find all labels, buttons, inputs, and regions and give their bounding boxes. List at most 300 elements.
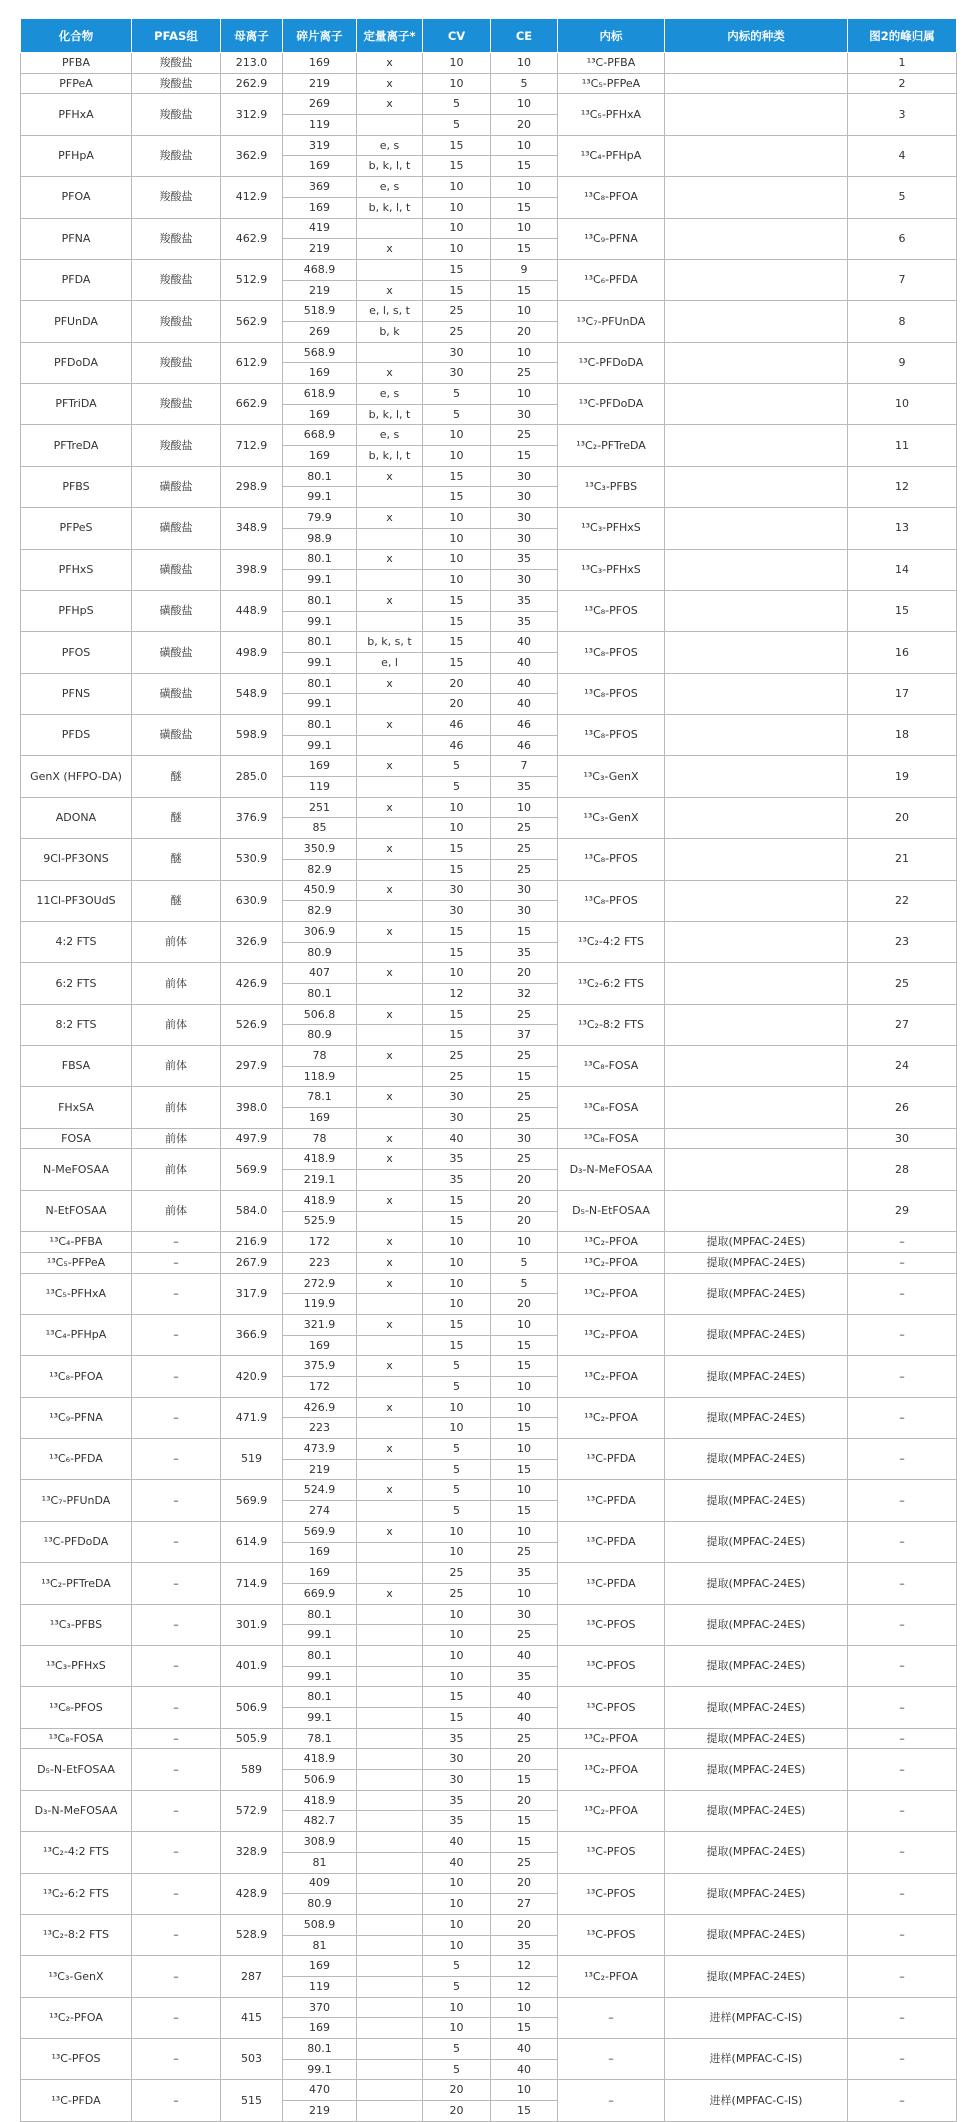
peak-assignment-cell: 5 xyxy=(848,177,957,218)
cv-cell: 10 xyxy=(423,1521,491,1542)
quant-ion-cell xyxy=(357,1377,423,1398)
is-type-cell xyxy=(665,53,848,74)
quant-ion-cell xyxy=(357,1749,423,1770)
table-row xyxy=(21,1087,957,1108)
fragment-ion-cell: 99.1 xyxy=(283,1666,357,1687)
fragment-ion-cell: 419 xyxy=(283,218,357,239)
ce-cell: 30 xyxy=(491,1604,558,1625)
table-row xyxy=(21,921,957,942)
fragment-ion-cell: 169 xyxy=(283,363,357,384)
cv-cell: 40 xyxy=(423,1852,491,1873)
parent-ion-cell: 572.9 xyxy=(221,1790,283,1831)
table-row xyxy=(21,715,957,736)
compound-cell: 11Cl-PF3OUdS xyxy=(21,880,132,921)
cv-cell: 30 xyxy=(423,901,491,922)
internal-standard-cell: – xyxy=(558,1997,665,2038)
table-row xyxy=(21,1314,957,1335)
quant-ion-cell xyxy=(357,777,423,798)
is-type-cell: 提取(MPFAC-24ES) xyxy=(665,1956,848,1997)
cv-cell: 5 xyxy=(423,115,491,136)
pfas-group-cell: 醚 xyxy=(132,880,221,921)
compound-cell: ¹³C₃-PFHxS xyxy=(21,1645,132,1686)
cv-cell: 5 xyxy=(423,1459,491,1480)
parent-ion-cell: 505.9 xyxy=(221,1728,283,1749)
pfas-group-cell: 前体 xyxy=(132,963,221,1004)
ce-cell: 10 xyxy=(491,53,558,74)
quant-ion-cell xyxy=(357,901,423,922)
internal-standard-cell: ¹³C-PFOS xyxy=(558,1604,665,1645)
internal-standard-cell: ¹³C-PFOS xyxy=(558,1873,665,1914)
fragment-ion-cell: 169 xyxy=(283,2018,357,2039)
quant-ion-cell xyxy=(357,1852,423,1873)
quant-ion-cell xyxy=(357,1625,423,1646)
quant-ion-cell: x xyxy=(357,1314,423,1335)
is-type-cell xyxy=(665,756,848,797)
is-type-cell xyxy=(665,797,848,838)
table-container xyxy=(20,18,956,2122)
pfas-group-cell: 羧酸盐 xyxy=(132,94,221,135)
table-row xyxy=(21,1397,957,1418)
fragment-ion-cell: 269 xyxy=(283,321,357,342)
cv-cell: 30 xyxy=(423,1108,491,1129)
pfas-group-cell: – xyxy=(132,1749,221,1790)
cv-cell: 30 xyxy=(423,342,491,363)
internal-standard-cell: ¹³C₃-GenX xyxy=(558,756,665,797)
compound-cell: ¹³C-PFDA xyxy=(21,2080,132,2121)
compound-cell: ¹³C₅-PFHxA xyxy=(21,1273,132,1314)
peak-assignment-cell: 18 xyxy=(848,715,957,756)
pfas-group-cell: – xyxy=(132,1563,221,1604)
peak-assignment-cell: 8 xyxy=(848,301,957,342)
quant-ion-cell xyxy=(357,570,423,591)
internal-standard-cell: ¹³C-PFDoDA xyxy=(558,342,665,383)
quant-ion-cell: x xyxy=(357,73,423,94)
parent-ion-cell: 426.9 xyxy=(221,963,283,1004)
compound-cell: PFTriDA xyxy=(21,384,132,425)
pfas-group-cell: 羧酸盐 xyxy=(132,218,221,259)
pfas-group-cell: 羧酸盐 xyxy=(132,384,221,425)
is-type-cell: 提取(MPFAC-24ES) xyxy=(665,1645,848,1686)
cv-cell: 5 xyxy=(423,94,491,115)
fragment-ion-cell: 473.9 xyxy=(283,1439,357,1460)
ce-cell: 25 xyxy=(491,839,558,860)
ce-cell: 32 xyxy=(491,983,558,1004)
ce-cell: 15 xyxy=(491,446,558,467)
internal-standard-cell: ¹³C₈-PFOA xyxy=(558,177,665,218)
pfas-group-cell: 前体 xyxy=(132,1190,221,1231)
quant-ion-cell: x xyxy=(357,921,423,942)
cv-cell: 15 xyxy=(423,942,491,963)
parent-ion-cell: 614.9 xyxy=(221,1521,283,1562)
ce-cell: 15 xyxy=(491,1066,558,1087)
compound-cell: ¹³C₂-PFTreDA xyxy=(21,1563,132,1604)
cv-cell: 5 xyxy=(423,1976,491,1997)
pfas-group-cell: – xyxy=(132,1252,221,1273)
ce-cell: 40 xyxy=(491,2039,558,2060)
quant-ion-cell xyxy=(357,487,423,508)
peak-assignment-cell: – xyxy=(848,1439,957,1480)
compound-cell: N-EtFOSAA xyxy=(21,1190,132,1231)
compound-cell: ¹³C-PFOS xyxy=(21,2039,132,2080)
ce-cell: 30 xyxy=(491,508,558,529)
cv-cell: 15 xyxy=(423,1335,491,1356)
table-row xyxy=(21,508,957,529)
fragment-ion-cell: 468.9 xyxy=(283,259,357,280)
compound-cell: ¹³C₂-4:2 FTS xyxy=(21,1832,132,1873)
ce-cell: 30 xyxy=(491,880,558,901)
peak-assignment-cell: – xyxy=(848,1645,957,1686)
is-type-cell xyxy=(665,1190,848,1231)
compound-cell: ADONA xyxy=(21,797,132,838)
cv-cell: 15 xyxy=(423,652,491,673)
parent-ion-cell: 712.9 xyxy=(221,425,283,466)
fragment-ion-cell: 418.9 xyxy=(283,1149,357,1170)
ce-cell: 20 xyxy=(491,1749,558,1770)
parent-ion-cell: 326.9 xyxy=(221,921,283,962)
quant-ion-cell xyxy=(357,818,423,839)
quant-ion-cell xyxy=(357,983,423,1004)
internal-standard-cell: ¹³C₃-PFBS xyxy=(558,466,665,507)
quant-ion-cell xyxy=(357,1645,423,1666)
header-compound: 化合物 xyxy=(21,19,132,53)
ce-cell: 35 xyxy=(491,777,558,798)
table-row xyxy=(21,1956,957,1977)
quant-ion-cell xyxy=(357,1563,423,1584)
is-type-cell: 提取(MPFAC-24ES) xyxy=(665,1873,848,1914)
cv-cell: 5 xyxy=(423,1480,491,1501)
is-type-cell xyxy=(665,963,848,1004)
cv-cell: 10 xyxy=(423,1252,491,1273)
pfas-group-cell: 羧酸盐 xyxy=(132,259,221,300)
table-row xyxy=(21,590,957,611)
cv-cell: 10 xyxy=(423,177,491,198)
internal-standard-cell: ¹³C₅-PFPeA xyxy=(558,73,665,94)
fragment-ion-cell: 169 xyxy=(283,53,357,74)
fragment-ion-cell: 78 xyxy=(283,1046,357,1067)
pfas-group-cell: 磺酸盐 xyxy=(132,508,221,549)
cv-cell: 10 xyxy=(423,1418,491,1439)
quant-ion-cell xyxy=(357,1459,423,1480)
peak-assignment-cell: – xyxy=(848,1997,957,2038)
pfas-group-cell: – xyxy=(132,1997,221,2038)
pfas-group-cell: 羧酸盐 xyxy=(132,53,221,74)
table-row xyxy=(21,963,957,984)
fragment-ion-cell: 169 xyxy=(283,1563,357,1584)
quant-ion-cell: x xyxy=(357,239,423,260)
pfas-group-cell: 磺酸盐 xyxy=(132,549,221,590)
parent-ion-cell: 497.9 xyxy=(221,1128,283,1149)
peak-assignment-cell: – xyxy=(848,1956,957,1997)
parent-ion-cell: 398.9 xyxy=(221,549,283,590)
is-type-cell: 提取(MPFAC-24ES) xyxy=(665,1790,848,1831)
peak-assignment-cell: – xyxy=(848,2039,957,2080)
pfas-group-cell: – xyxy=(132,1480,221,1521)
peak-assignment-cell: 7 xyxy=(848,259,957,300)
ce-cell: 15 xyxy=(491,1811,558,1832)
internal-standard-cell: ¹³C-PFBA xyxy=(558,53,665,74)
quant-ion-cell xyxy=(357,2018,423,2039)
compound-cell: PFDA xyxy=(21,259,132,300)
ce-cell: 25 xyxy=(491,1542,558,1563)
cv-cell: 10 xyxy=(423,528,491,549)
ce-cell: 15 xyxy=(491,2101,558,2122)
table-row xyxy=(21,135,957,156)
fragment-ion-cell: 219 xyxy=(283,239,357,260)
table-row xyxy=(21,1252,957,1273)
pfas-group-cell: 磺酸盐 xyxy=(132,590,221,631)
quant-ion-cell: x xyxy=(357,673,423,694)
cv-cell: 10 xyxy=(423,818,491,839)
fragment-ion-cell: 80.1 xyxy=(283,632,357,653)
ce-cell: 20 xyxy=(491,1873,558,1894)
quant-ion-cell xyxy=(357,1294,423,1315)
pfas-group-cell: 前体 xyxy=(132,1004,221,1045)
internal-standard-cell: ¹³C₂-PFOA xyxy=(558,1232,665,1253)
pfas-group-cell: 前体 xyxy=(132,1128,221,1149)
compound-cell: FHxSA xyxy=(21,1087,132,1128)
parent-ion-cell: 420.9 xyxy=(221,1356,283,1397)
peak-assignment-cell: – xyxy=(848,1356,957,1397)
internal-standard-cell: ¹³C₂-4:2 FTS xyxy=(558,921,665,962)
ce-cell: 15 xyxy=(491,1418,558,1439)
internal-standard-cell: ¹³C₂-PFOA xyxy=(558,1956,665,1997)
cv-cell: 30 xyxy=(423,1770,491,1791)
quant-ion-cell xyxy=(357,2101,423,2122)
parent-ion-cell: 287 xyxy=(221,1956,283,1997)
internal-standard-cell: ¹³C₅-PFHxA xyxy=(558,94,665,135)
peak-assignment-cell: 9 xyxy=(848,342,957,383)
fragment-ion-cell: 99.1 xyxy=(283,2059,357,2080)
fragment-ion-cell: 223 xyxy=(283,1418,357,1439)
cv-cell: 15 xyxy=(423,156,491,177)
peak-assignment-cell: 6 xyxy=(848,218,957,259)
ce-cell: 20 xyxy=(491,1170,558,1191)
cv-cell: 20 xyxy=(423,2101,491,2122)
quant-ion-cell xyxy=(357,694,423,715)
fragment-ion-cell: 99.1 xyxy=(283,735,357,756)
compound-cell: ¹³C-PFDoDA xyxy=(21,1521,132,1562)
pfas-group-cell: – xyxy=(132,1604,221,1645)
ce-cell: 25 xyxy=(491,1108,558,1129)
compound-cell: ¹³C₅-PFPeA xyxy=(21,1252,132,1273)
cv-cell: 5 xyxy=(423,1377,491,1398)
is-type-cell xyxy=(665,1087,848,1128)
pfas-group-cell: 前体 xyxy=(132,1087,221,1128)
pfas-method-table xyxy=(20,18,957,2122)
internal-standard-cell: ¹³C₈-PFOS xyxy=(558,839,665,880)
cv-cell: 30 xyxy=(423,1087,491,1108)
parent-ion-cell: 362.9 xyxy=(221,135,283,176)
table-row xyxy=(21,177,957,198)
ce-cell: 5 xyxy=(491,73,558,94)
quant-ion-cell xyxy=(357,1914,423,1935)
fragment-ion-cell: 426.9 xyxy=(283,1397,357,1418)
internal-standard-cell: ¹³C₂-PFOA xyxy=(558,1728,665,1749)
header-ce: CE xyxy=(491,19,558,53)
cv-cell: 10 xyxy=(423,1873,491,1894)
table-row xyxy=(21,1832,957,1853)
ce-cell: 25 xyxy=(491,1625,558,1646)
is-type-cell: 提取(MPFAC-24ES) xyxy=(665,1521,848,1562)
quant-ion-cell: x xyxy=(357,94,423,115)
peak-assignment-cell: – xyxy=(848,1728,957,1749)
pfas-group-cell: 羧酸盐 xyxy=(132,425,221,466)
peak-assignment-cell: – xyxy=(848,2080,957,2121)
fragment-ion-cell: 409 xyxy=(283,1873,357,1894)
ce-cell: 40 xyxy=(491,673,558,694)
quant-ion-cell: x xyxy=(357,1087,423,1108)
ce-cell: 10 xyxy=(491,384,558,405)
quant-ion-cell xyxy=(357,1170,423,1191)
parent-ion-cell: 297.9 xyxy=(221,1046,283,1087)
ce-cell: 20 xyxy=(491,1790,558,1811)
compound-cell: PFNA xyxy=(21,218,132,259)
pfas-group-cell: – xyxy=(132,1397,221,1438)
table-row xyxy=(21,549,957,570)
ce-cell: 25 xyxy=(491,818,558,839)
quant-ion-cell xyxy=(357,1770,423,1791)
fragment-ion-cell: 470 xyxy=(283,2080,357,2101)
cv-cell: 10 xyxy=(423,53,491,74)
quant-ion-cell: x xyxy=(357,1004,423,1025)
ce-cell: 15 xyxy=(491,239,558,260)
quant-ion-cell: x xyxy=(357,466,423,487)
quant-ion-cell xyxy=(357,2059,423,2080)
fragment-ion-cell: 508.9 xyxy=(283,1914,357,1935)
peak-assignment-cell: 28 xyxy=(848,1149,957,1190)
cv-cell: 15 xyxy=(423,921,491,942)
ce-cell: 25 xyxy=(491,1852,558,1873)
pfas-group-cell: – xyxy=(132,1728,221,1749)
compound-cell: ¹³C₄-PFBA xyxy=(21,1232,132,1253)
ce-cell: 10 xyxy=(491,301,558,322)
peak-assignment-cell: – xyxy=(848,1397,957,1438)
quant-ion-cell: b, k xyxy=(357,321,423,342)
fragment-ion-cell: 219.1 xyxy=(283,1170,357,1191)
fragment-ion-cell: 82.9 xyxy=(283,901,357,922)
fragment-ion-cell: 78.1 xyxy=(283,1728,357,1749)
fragment-ion-cell: 274 xyxy=(283,1501,357,1522)
cv-cell: 5 xyxy=(423,2059,491,2080)
internal-standard-cell: ¹³C₈-FOSA xyxy=(558,1087,665,1128)
table-row xyxy=(21,94,957,115)
pfas-group-cell: 前体 xyxy=(132,921,221,962)
cv-cell: 10 xyxy=(423,1273,491,1294)
quant-ion-cell: x xyxy=(357,1521,423,1542)
ce-cell: 10 xyxy=(491,1583,558,1604)
quant-ion-cell: b, k, l, t xyxy=(357,197,423,218)
fragment-ion-cell: 169 xyxy=(283,197,357,218)
quant-ion-cell: x xyxy=(357,1273,423,1294)
internal-standard-cell: ¹³C₂-PFOA xyxy=(558,1314,665,1355)
fragment-ion-cell: 306.9 xyxy=(283,921,357,942)
cv-cell: 5 xyxy=(423,1501,491,1522)
fragment-ion-cell: 668.9 xyxy=(283,425,357,446)
cv-cell: 15 xyxy=(423,611,491,632)
is-type-cell xyxy=(665,218,848,259)
peak-assignment-cell: 22 xyxy=(848,880,957,921)
is-type-cell xyxy=(665,73,848,94)
compound-cell: FBSA xyxy=(21,1046,132,1087)
compound-cell: PFDoDA xyxy=(21,342,132,383)
ce-cell: 30 xyxy=(491,466,558,487)
quant-ion-cell: e, s xyxy=(357,384,423,405)
parent-ion-cell: 312.9 xyxy=(221,94,283,135)
parent-ion-cell: 285.0 xyxy=(221,756,283,797)
table-header xyxy=(21,19,957,53)
ce-cell: 15 xyxy=(491,1501,558,1522)
table-row xyxy=(21,632,957,653)
compound-cell: 6:2 FTS xyxy=(21,963,132,1004)
cv-cell: 10 xyxy=(423,1935,491,1956)
table-row xyxy=(21,342,957,363)
is-type-cell: 提取(MPFAC-24ES) xyxy=(665,1604,848,1645)
fragment-ion-cell: 99.1 xyxy=(283,487,357,508)
parent-ion-cell: 612.9 xyxy=(221,342,283,383)
cv-cell: 10 xyxy=(423,239,491,260)
internal-standard-cell: ¹³C-PFOS xyxy=(558,1687,665,1728)
ce-cell: 10 xyxy=(491,342,558,363)
is-type-cell: 提取(MPFAC-24ES) xyxy=(665,1314,848,1355)
pfas-group-cell: 前体 xyxy=(132,1149,221,1190)
quant-ion-cell xyxy=(357,1832,423,1853)
ce-cell: 40 xyxy=(491,2059,558,2080)
fragment-ion-cell: 82.9 xyxy=(283,859,357,880)
compound-cell: N-MeFOSAA xyxy=(21,1149,132,1190)
is-type-cell xyxy=(665,177,848,218)
quant-ion-cell: x xyxy=(357,590,423,611)
fragment-ion-cell: 80.1 xyxy=(283,2039,357,2060)
cv-cell: 30 xyxy=(423,1749,491,1770)
is-type-cell xyxy=(665,549,848,590)
peak-assignment-cell: – xyxy=(848,1314,957,1355)
quant-ion-cell xyxy=(357,342,423,363)
is-type-cell xyxy=(665,508,848,549)
quant-ion-cell: e, s xyxy=(357,135,423,156)
parent-ion-cell: 301.9 xyxy=(221,1604,283,1645)
quant-ion-cell: x xyxy=(357,1439,423,1460)
cv-cell: 35 xyxy=(423,1728,491,1749)
fragment-ion-cell: 525.9 xyxy=(283,1211,357,1232)
is-type-cell xyxy=(665,590,848,631)
cv-cell: 10 xyxy=(423,197,491,218)
ce-cell: 10 xyxy=(491,218,558,239)
fragment-ion-cell: 80.1 xyxy=(283,549,357,570)
is-type-cell xyxy=(665,1046,848,1087)
quant-ion-cell xyxy=(357,1687,423,1708)
internal-standard-cell: ¹³C₈-PFOS xyxy=(558,880,665,921)
parent-ion-cell: 526.9 xyxy=(221,1004,283,1045)
cv-cell: 10 xyxy=(423,1604,491,1625)
cv-cell: 15 xyxy=(423,135,491,156)
internal-standard-cell: ¹³C-PFDA xyxy=(558,1480,665,1521)
fragment-ion-cell: 169 xyxy=(283,404,357,425)
ce-cell: 35 xyxy=(491,1935,558,1956)
peak-assignment-cell: – xyxy=(848,1604,957,1645)
cv-cell: 10 xyxy=(423,425,491,446)
internal-standard-cell: ¹³C₂-PFTreDA xyxy=(558,425,665,466)
cv-cell: 15 xyxy=(423,487,491,508)
internal-standard-cell: ¹³C-PFOS xyxy=(558,1832,665,1873)
compound-cell: ¹³C₂-8:2 FTS xyxy=(21,1914,132,1955)
fragment-ion-cell: 506.8 xyxy=(283,1004,357,1025)
table-row xyxy=(21,839,957,860)
cv-cell: 5 xyxy=(423,1956,491,1977)
fragment-ion-cell: 80.9 xyxy=(283,942,357,963)
parent-ion-cell: 589 xyxy=(221,1749,283,1790)
table-row xyxy=(21,1728,957,1749)
compound-cell: PFOA xyxy=(21,177,132,218)
